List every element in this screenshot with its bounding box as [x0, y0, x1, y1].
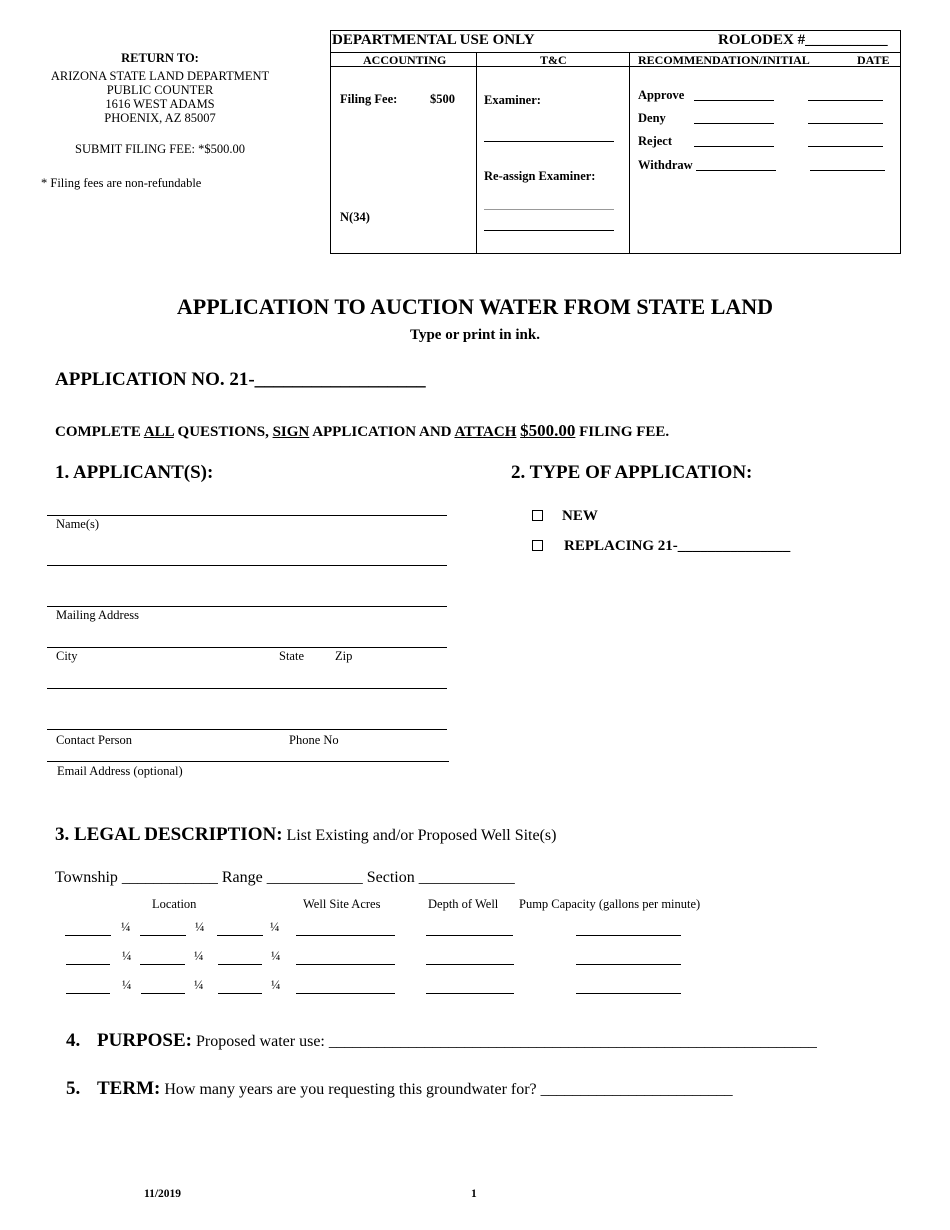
quarter-symbol: ¼: [194, 949, 204, 963]
contact-phone-line[interactable]: [47, 729, 447, 730]
instruction-attach: ATTACH: [454, 424, 517, 440]
filing-fee-label: Filing Fee:: [340, 92, 398, 106]
depth-line[interactable]: [426, 964, 514, 965]
address-line: ARIZONA STATE LAND DEPARTMENT: [50, 69, 270, 83]
footer-page-number: 1: [471, 1188, 477, 1200]
instruction-text: APPLICATION AND: [309, 424, 455, 440]
action-deny: Deny: [638, 111, 666, 125]
quarter-symbol: ¼: [122, 978, 132, 992]
deny-date-line[interactable]: [808, 123, 883, 124]
quarter-line[interactable]: [140, 964, 185, 965]
dept-title: DEPARTMENTAL USE ONLY: [332, 32, 535, 48]
mailing-address-label: Mailing Address: [56, 608, 139, 622]
zip-label: Zip: [335, 649, 353, 663]
instruction-text: QUESTIONS,: [173, 424, 273, 440]
mailing-address-line[interactable]: [47, 606, 447, 607]
rolodex-field[interactable]: ROLODEX #___________: [718, 32, 888, 48]
approve-initial-line[interactable]: [694, 100, 774, 101]
pump-capacity-line[interactable]: [576, 935, 681, 936]
term-years-field[interactable]: How many years are you requesting this groundwater for? ________________________: [164, 1081, 733, 1098]
application-number-field[interactable]: APPLICATION NO. 21-__________________: [55, 369, 426, 390]
section-purpose-heading: PURPOSE:: [97, 1030, 192, 1051]
instruction-fee: $500.00: [520, 421, 576, 440]
section-term-number: 5.: [66, 1078, 81, 1099]
non-refundable-note: * Filing fees are non-refundable: [41, 176, 202, 190]
acres-line[interactable]: [296, 935, 395, 936]
section-legal-subheading: List Existing and/or Proposed Well Site(s): [286, 827, 557, 844]
action-approve: Approve: [638, 88, 685, 102]
quarter-symbol: ¼: [270, 920, 280, 934]
extra-line[interactable]: [47, 688, 447, 689]
withdraw-initial-line[interactable]: [696, 170, 776, 171]
quarter-line[interactable]: [65, 935, 111, 936]
page-subtitle: Type or print in ink.: [410, 327, 540, 343]
instruction-text: COMPLETE: [55, 424, 144, 440]
quarter-symbol: ¼: [122, 949, 132, 963]
col-accounting: ACCOUNTING: [363, 53, 447, 67]
quarter-line[interactable]: [66, 964, 110, 965]
names-line-2[interactable]: [47, 565, 447, 566]
reassign-line-2[interactable]: [484, 230, 614, 231]
instruction-text: FILING FEE.: [575, 424, 670, 440]
footer-date: 11/2019: [144, 1188, 182, 1200]
col-well-site-acres: Well Site Acres: [303, 897, 381, 911]
col-date: DATE: [857, 53, 890, 67]
instruction-sign: SIGN: [272, 424, 310, 440]
township-range-section-field[interactable]: Township ____________ Range ____________ Section ____________: [55, 869, 515, 886]
city-label: City: [56, 649, 78, 663]
section-purpose-row: [97, 1030, 817, 1052]
quarter-symbol: ¼: [121, 920, 131, 934]
names-line[interactable]: [47, 515, 447, 516]
approve-date-line[interactable]: [808, 100, 883, 101]
proposed-water-use-field[interactable]: Proposed water use: _____________________________________________________________: [196, 1033, 817, 1050]
section-type-heading: 2. TYPE OF APPLICATION:: [511, 462, 753, 483]
section-applicants-heading: 1. APPLICANT(S):: [55, 462, 214, 483]
quarter-line[interactable]: [140, 935, 186, 936]
quarter-line[interactable]: [141, 993, 185, 994]
well-site-rows: [0, 920, 950, 1000]
new-checkbox[interactable]: [532, 510, 543, 521]
quarter-symbol: ¼: [271, 949, 281, 963]
submit-filing-fee: SUBMIT FILING FEE: *$500.00: [75, 142, 245, 156]
quarter-symbol: ¼: [195, 920, 205, 934]
section-term-row: [97, 1078, 733, 1100]
replacing-field[interactable]: REPLACING 21-_______________: [564, 538, 791, 554]
quarter-line[interactable]: [218, 964, 262, 965]
return-address: [30, 69, 290, 125]
email-label: Email Address (optional): [57, 764, 183, 778]
instruction-all: ALL: [143, 424, 174, 440]
n-code: N(34): [340, 210, 370, 224]
quarter-symbol: ¼: [194, 978, 204, 992]
quarter-line[interactable]: [218, 993, 262, 994]
phone-label: Phone No: [289, 733, 339, 747]
state-label: State: [279, 649, 304, 663]
section-legal-heading-row: [55, 824, 556, 846]
examiner-line[interactable]: [484, 141, 614, 142]
pump-capacity-line[interactable]: [576, 964, 681, 965]
withdraw-date-line[interactable]: [810, 170, 885, 171]
reject-date-line[interactable]: [808, 146, 883, 147]
action-withdraw: Withdraw: [638, 158, 693, 172]
address-line: 1616 WEST ADAMS: [105, 97, 215, 111]
address-line: PHOENIX, AZ 85007: [104, 111, 216, 125]
col-location: Location: [152, 897, 197, 911]
section-term-heading: TERM:: [97, 1078, 161, 1099]
email-line[interactable]: [47, 761, 449, 762]
pump-capacity-line[interactable]: [576, 993, 681, 994]
col-tc: T&C: [540, 53, 567, 67]
departmental-use-table: [330, 30, 901, 254]
col-recommendation: RECOMMENDATION/INITIAL: [638, 53, 810, 67]
replacing-checkbox[interactable]: [532, 540, 543, 551]
city-state-zip-line[interactable]: [47, 647, 447, 648]
examiner-label: Examiner:: [484, 93, 541, 107]
col-pump-capacity: Pump Capacity (gallons per minute): [519, 897, 701, 911]
new-label: NEW: [562, 508, 598, 524]
acres-line[interactable]: [296, 964, 395, 965]
names-label: Name(s): [56, 517, 100, 531]
reject-initial-line[interactable]: [694, 146, 774, 147]
filing-fee-value: $500: [430, 92, 455, 106]
section-legal-heading: 3. LEGAL DESCRIPTION:: [55, 824, 283, 845]
col-depth-of-well: Depth of Well: [428, 897, 499, 911]
quarter-line[interactable]: [66, 993, 110, 994]
deny-initial-line[interactable]: [694, 123, 774, 124]
depth-line[interactable]: [426, 935, 513, 936]
action-reject: Reject: [638, 134, 672, 148]
quarter-symbol: ¼: [271, 978, 281, 992]
contact-person-label: Contact Person: [56, 733, 133, 747]
acres-line[interactable]: [296, 993, 395, 994]
reassign-examiner-label: Re-assign Examiner:: [484, 169, 596, 183]
instruction-line: [55, 421, 669, 441]
address-line: PUBLIC COUNTER: [106, 83, 214, 97]
quarter-line[interactable]: [217, 935, 263, 936]
return-to-heading: RETURN TO:: [121, 51, 199, 65]
reassign-line-1[interactable]: [484, 209, 614, 210]
page-title: APPLICATION TO AUCTION WATER FROM STATE LAND: [176, 294, 774, 319]
depth-line[interactable]: [426, 993, 514, 994]
section-purpose-number: 4.: [66, 1030, 81, 1051]
